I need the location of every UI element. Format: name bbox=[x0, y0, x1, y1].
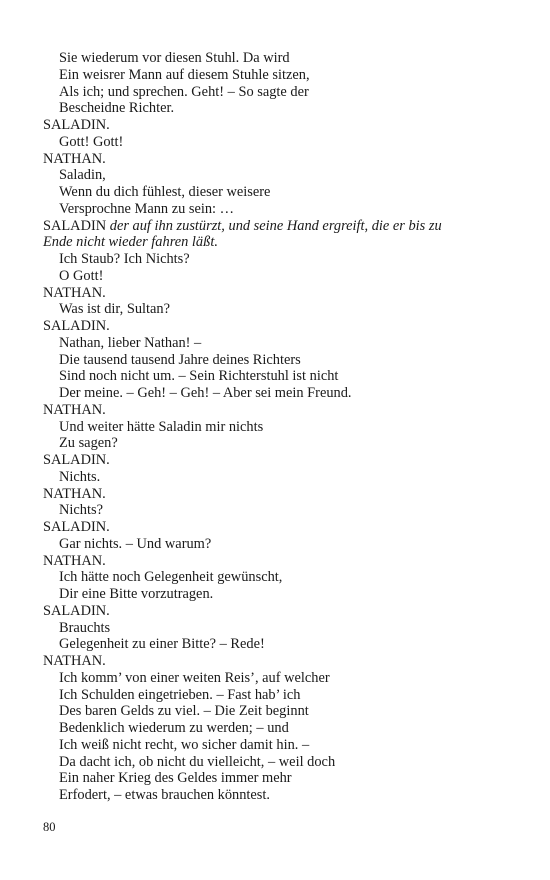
verse-line: Der meine. – Geh! – Geh! – Aber sei mein Freund. bbox=[59, 385, 352, 401]
verse-line: Zu sagen? bbox=[59, 435, 118, 452]
speaker-name: NATHAN. bbox=[43, 401, 106, 418]
verse-line: Und weiter hätte Saladin mir nichts bbox=[59, 418, 264, 435]
verse-line: Ein naher Krieg des Geldes immer mehr bbox=[59, 770, 292, 787]
verse-line: Da dacht ich, ob nicht du vielleicht, – weil doch bbox=[59, 753, 336, 770]
verse-line: Bedenklich wiederum zu werden; – und bbox=[59, 720, 289, 736]
speaker-name: NATHAN. bbox=[43, 552, 106, 569]
speaker-name: NATHAN. bbox=[43, 284, 106, 301]
verse-line: Gelegenheit zu einer Bitte? – Rede! bbox=[59, 636, 265, 653]
speaker-name: SALADIN. bbox=[43, 318, 110, 334]
verse-line: Als ich; und sprechen. Geht! – So sagte der bbox=[59, 83, 309, 100]
speaker-name: NATHAN. bbox=[43, 485, 106, 502]
speaker-name: SALADIN bbox=[43, 217, 107, 234]
play-text bbox=[43, 50, 513, 804]
speaker-with-direction bbox=[43, 218, 513, 235]
verse-line: Ein weisrer Mann auf diesem Stuhle sitzen, bbox=[59, 66, 310, 83]
verse-line: Gar nichts. – Und warum? bbox=[59, 535, 212, 552]
verse-line: Versprochne Mann zu sein: … bbox=[59, 200, 235, 217]
verse-line: O Gott! bbox=[59, 267, 104, 284]
verse-line: Saladin, bbox=[59, 167, 106, 184]
verse-line: Sind noch nicht um. – Sein Richterstuhl ist nicht bbox=[59, 368, 339, 385]
stage-direction: Ende nicht wieder fahren läßt. bbox=[43, 234, 218, 251]
page-number: 80 bbox=[43, 820, 56, 834]
verse-line: Die tausend tausend Jahre deines Richters bbox=[59, 351, 301, 368]
verse-line: Dir eine Bitte vorzutragen. bbox=[59, 586, 214, 602]
verse-line: Ich Staub? Ich Nichts? bbox=[59, 251, 190, 267]
verse-line: Des baren Gelds zu viel. – Die Zeit beginnt bbox=[59, 703, 309, 720]
verse-line: Wenn du dich fühlest, dieser weisere bbox=[59, 184, 271, 200]
verse-line: Brauchts bbox=[59, 619, 111, 636]
verse-line: Ich hätte noch Gelegenheit gewünscht, bbox=[59, 569, 283, 586]
speaker-name: NATHAN. bbox=[43, 150, 106, 167]
verse-line: Ich komm’ von einer weiten Reis’, auf welcher bbox=[59, 669, 330, 686]
stage-direction: der auf ihn zustürzt, und seine Hand ergreift, die er bis zu bbox=[109, 217, 442, 234]
verse-line: Erfodert, – etwas brauchen könntest. bbox=[59, 787, 270, 803]
speaker-name: SALADIN. bbox=[43, 117, 110, 133]
verse-line: Gott! Gott! bbox=[59, 133, 124, 150]
verse-line: Bescheidne Richter. bbox=[59, 100, 175, 117]
verse-line: Nathan, lieber Nathan! – bbox=[59, 334, 202, 351]
speaker-name: SALADIN. bbox=[43, 602, 110, 619]
verse-line: Nichts. bbox=[59, 468, 101, 485]
speaker-name: SALADIN. bbox=[43, 452, 110, 468]
verse-line: Was ist dir, Sultan? bbox=[59, 301, 170, 318]
verse-line: Ich weiß nicht recht, wo sicher damit hin. – bbox=[59, 736, 310, 753]
speaker-name: NATHAN. bbox=[43, 653, 106, 669]
verse-line: Nichts? bbox=[59, 502, 103, 519]
verse-line: Ich Schulden eingetrieben. – Fast hab’ ich bbox=[59, 686, 301, 703]
speaker-name: SALADIN. bbox=[43, 519, 110, 535]
verse-line: Sie wiederum vor diesen Stuhl. Da wird bbox=[59, 50, 290, 66]
